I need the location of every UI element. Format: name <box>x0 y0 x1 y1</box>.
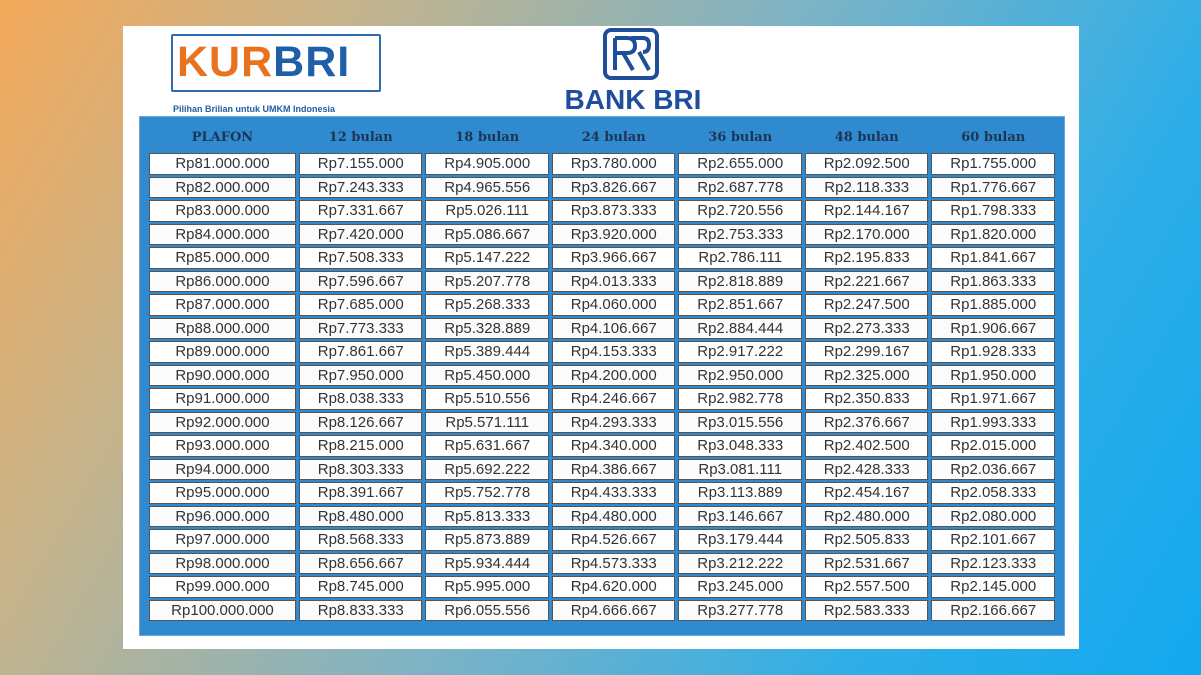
installment-cell: Rp4.060.000 <box>552 294 676 316</box>
column-header-tenor: 60 bulan <box>961 129 1026 145</box>
installment-cell: Rp7.243.333 <box>299 177 423 199</box>
installment-table <box>146 121 1058 623</box>
plafon-cell: Rp100.000.000 <box>149 600 296 622</box>
installment-cell: Rp1.841.667 <box>931 247 1055 269</box>
installment-cell: Rp2.144.167 <box>805 200 929 222</box>
installment-cell: Rp4.013.333 <box>552 271 676 293</box>
installment-cell: Rp4.620.000 <box>552 576 676 598</box>
installment-cell: Rp5.995.000 <box>425 576 549 598</box>
plafon-cell: Rp98.000.000 <box>149 553 296 575</box>
column-header-tenor: 12 bulan <box>328 129 393 145</box>
installment-cell: Rp5.873.889 <box>425 529 549 551</box>
installment-cell: Rp2.428.333 <box>805 459 929 481</box>
table-row <box>149 294 1055 316</box>
table-row <box>149 177 1055 199</box>
table-row <box>149 271 1055 293</box>
table-row <box>149 576 1055 598</box>
installment-cell: Rp3.826.667 <box>552 177 676 199</box>
installment-cell: Rp5.328.889 <box>425 318 549 340</box>
bank-bri-wordmark: BANK BRI <box>564 84 702 115</box>
installment-cell: Rp4.200.000 <box>552 365 676 387</box>
installment-cell: Rp7.773.333 <box>299 318 423 340</box>
installment-cell: Rp3.113.889 <box>678 482 802 504</box>
installment-cell: Rp1.755.000 <box>931 153 1055 175</box>
kur-logo-wordmark <box>177 38 350 86</box>
installment-cell: Rp2.402.500 <box>805 435 929 457</box>
installment-cell: Rp8.215.000 <box>299 435 423 457</box>
installment-cell: Rp2.123.333 <box>931 553 1055 575</box>
column-header-tenor: 18 bulan <box>455 129 520 145</box>
installment-table-container <box>139 116 1065 636</box>
installment-cell: Rp2.101.667 <box>931 529 1055 551</box>
installment-cell: Rp2.195.833 <box>805 247 929 269</box>
installment-cell: Rp4.666.667 <box>552 600 676 622</box>
plafon-cell: Rp83.000.000 <box>149 200 296 222</box>
installment-cell: Rp2.720.556 <box>678 200 802 222</box>
installment-cell: Rp5.086.667 <box>425 224 549 246</box>
installment-cell: Rp3.245.000 <box>678 576 802 598</box>
plafon-cell: Rp94.000.000 <box>149 459 296 481</box>
installment-cell: Rp5.147.222 <box>425 247 549 269</box>
installment-cell: Rp2.325.000 <box>805 365 929 387</box>
table-row <box>149 341 1055 363</box>
plafon-cell: Rp81.000.000 <box>149 153 296 175</box>
column-header-tenor: 48 bulan <box>834 129 899 145</box>
installment-cell: Rp2.687.778 <box>678 177 802 199</box>
table-row <box>149 459 1055 481</box>
installment-cell: Rp2.454.167 <box>805 482 929 504</box>
installment-cell: Rp3.048.333 <box>678 435 802 457</box>
installment-cell: Rp5.389.444 <box>425 341 549 363</box>
installment-cell: Rp2.145.000 <box>931 576 1055 598</box>
installment-cell: Rp8.568.333 <box>299 529 423 551</box>
installment-cell: Rp3.920.000 <box>552 224 676 246</box>
installment-cell: Rp8.038.333 <box>299 388 423 410</box>
kur-logo-part-bri: BRI <box>273 38 351 86</box>
bri-emblem-icon <box>603 28 659 80</box>
installment-cell: Rp2.884.444 <box>678 318 802 340</box>
installment-cell: Rp5.510.556 <box>425 388 549 410</box>
plafon-cell: Rp90.000.000 <box>149 365 296 387</box>
kur-logo-part-kur: KUR <box>177 38 274 86</box>
installment-cell: Rp2.118.333 <box>805 177 929 199</box>
installment-cell: Rp2.655.000 <box>678 153 802 175</box>
installment-cell: Rp7.596.667 <box>299 271 423 293</box>
installment-cell: Rp2.166.667 <box>931 600 1055 622</box>
installment-cell: Rp5.207.778 <box>425 271 549 293</box>
installment-cell: Rp1.776.667 <box>931 177 1055 199</box>
installment-cell: Rp4.106.667 <box>552 318 676 340</box>
table-row <box>149 553 1055 575</box>
installment-cell: Rp8.656.667 <box>299 553 423 575</box>
installment-cell: Rp3.873.333 <box>552 200 676 222</box>
plafon-cell: Rp85.000.000 <box>149 247 296 269</box>
column-header-tenor: 36 bulan <box>708 129 773 145</box>
kur-bri-logo <box>171 34 387 116</box>
table-row <box>149 435 1055 457</box>
installment-cell: Rp2.786.111 <box>678 247 802 269</box>
installment-cell: Rp2.753.333 <box>678 224 802 246</box>
plafon-cell: Rp93.000.000 <box>149 435 296 457</box>
plafon-cell: Rp99.000.000 <box>149 576 296 598</box>
installment-cell: Rp2.557.500 <box>805 576 929 598</box>
installment-cell: Rp2.350.833 <box>805 388 929 410</box>
bank-bri-logo <box>553 26 713 116</box>
installment-cell: Rp2.092.500 <box>805 153 929 175</box>
table-row <box>149 506 1055 528</box>
content-card <box>123 26 1079 649</box>
installment-cell: Rp7.685.000 <box>299 294 423 316</box>
plafon-cell: Rp91.000.000 <box>149 388 296 410</box>
installment-cell: Rp1.993.333 <box>931 412 1055 434</box>
installment-cell: Rp8.480.000 <box>299 506 423 528</box>
plafon-cell: Rp97.000.000 <box>149 529 296 551</box>
installment-cell: Rp4.246.667 <box>552 388 676 410</box>
installment-cell: Rp2.080.000 <box>931 506 1055 528</box>
installment-cell: Rp3.277.778 <box>678 600 802 622</box>
installment-cell: Rp4.340.000 <box>552 435 676 457</box>
column-header-tenor: 24 bulan <box>581 129 646 145</box>
plafon-cell: Rp84.000.000 <box>149 224 296 246</box>
installment-cell: Rp3.146.667 <box>678 506 802 528</box>
column-header-plafon: PLAFON <box>191 129 254 145</box>
installment-cell: Rp2.376.667 <box>805 412 929 434</box>
installment-cell: Rp8.126.667 <box>299 412 423 434</box>
installment-cell: Rp1.928.333 <box>931 341 1055 363</box>
installment-cell: Rp5.692.222 <box>425 459 549 481</box>
installment-cell: Rp7.155.000 <box>299 153 423 175</box>
installment-cell: Rp3.966.667 <box>552 247 676 269</box>
installment-cell: Rp5.026.111 <box>425 200 549 222</box>
installment-cell: Rp4.965.556 <box>425 177 549 199</box>
installment-cell: Rp2.950.000 <box>678 365 802 387</box>
installment-cell: Rp8.833.333 <box>299 600 423 622</box>
installment-cell: Rp5.813.333 <box>425 506 549 528</box>
installment-cell: Rp4.433.333 <box>552 482 676 504</box>
installment-cell: Rp1.885.000 <box>931 294 1055 316</box>
installment-cell: Rp2.036.667 <box>931 459 1055 481</box>
plafon-cell: Rp82.000.000 <box>149 177 296 199</box>
installment-cell: Rp5.571.111 <box>425 412 549 434</box>
installment-cell: Rp4.386.667 <box>552 459 676 481</box>
installment-cell: Rp1.798.333 <box>931 200 1055 222</box>
table-row <box>149 482 1055 504</box>
installment-cell: Rp2.015.000 <box>931 435 1055 457</box>
installment-cell: Rp8.303.333 <box>299 459 423 481</box>
plafon-cell: Rp88.000.000 <box>149 318 296 340</box>
plafon-cell: Rp86.000.000 <box>149 271 296 293</box>
installment-cell: Rp2.851.667 <box>678 294 802 316</box>
table-row <box>149 388 1055 410</box>
plafon-cell: Rp89.000.000 <box>149 341 296 363</box>
installment-cell: Rp4.573.333 <box>552 553 676 575</box>
installment-cell: Rp2.170.000 <box>805 224 929 246</box>
installment-cell: Rp2.299.167 <box>805 341 929 363</box>
installment-cell: Rp2.058.333 <box>931 482 1055 504</box>
installment-cell: Rp2.583.333 <box>805 600 929 622</box>
installment-cell: Rp7.861.667 <box>299 341 423 363</box>
table-header-row <box>149 123 1055 151</box>
installment-cell: Rp5.934.444 <box>425 553 549 575</box>
kur-logo-tagline: Pilihan Brilian untuk UMKM Indonesia <box>173 104 336 114</box>
table-row <box>149 153 1055 175</box>
installment-cell: Rp1.906.667 <box>931 318 1055 340</box>
installment-cell: Rp2.917.222 <box>678 341 802 363</box>
table-row <box>149 224 1055 246</box>
table-body <box>149 153 1055 621</box>
table-row <box>149 412 1055 434</box>
installment-cell: Rp1.971.667 <box>931 388 1055 410</box>
installment-cell: Rp5.450.000 <box>425 365 549 387</box>
installment-cell: Rp4.480.000 <box>552 506 676 528</box>
installment-cell: Rp3.179.444 <box>678 529 802 551</box>
installment-cell: Rp5.268.333 <box>425 294 549 316</box>
installment-cell: Rp4.293.333 <box>552 412 676 434</box>
installment-cell: Rp2.531.667 <box>805 553 929 575</box>
table-row <box>149 318 1055 340</box>
installment-cell: Rp1.863.333 <box>931 271 1055 293</box>
installment-cell: Rp8.391.667 <box>299 482 423 504</box>
installment-cell: Rp7.420.000 <box>299 224 423 246</box>
installment-cell: Rp1.820.000 <box>931 224 1055 246</box>
installment-cell: Rp1.950.000 <box>931 365 1055 387</box>
installment-cell: Rp3.212.222 <box>678 553 802 575</box>
installment-cell: Rp2.818.889 <box>678 271 802 293</box>
installment-cell: Rp2.982.778 <box>678 388 802 410</box>
installment-cell: Rp6.055.556 <box>425 600 549 622</box>
table-row <box>149 200 1055 222</box>
installment-cell: Rp2.480.000 <box>805 506 929 528</box>
installment-cell: Rp4.153.333 <box>552 341 676 363</box>
installment-cell: Rp2.221.667 <box>805 271 929 293</box>
installment-cell: Rp5.752.778 <box>425 482 549 504</box>
plafon-cell: Rp95.000.000 <box>149 482 296 504</box>
table-row <box>149 247 1055 269</box>
installment-cell: Rp4.526.667 <box>552 529 676 551</box>
installment-cell: Rp5.631.667 <box>425 435 549 457</box>
plafon-cell: Rp87.000.000 <box>149 294 296 316</box>
table-row <box>149 365 1055 387</box>
installment-cell: Rp8.745.000 <box>299 576 423 598</box>
plafon-cell: Rp96.000.000 <box>149 506 296 528</box>
table-row <box>149 529 1055 551</box>
installment-cell: Rp2.273.333 <box>805 318 929 340</box>
installment-cell: Rp4.905.000 <box>425 153 549 175</box>
installment-cell: Rp7.331.667 <box>299 200 423 222</box>
installment-cell: Rp3.015.556 <box>678 412 802 434</box>
installment-cell: Rp2.505.833 <box>805 529 929 551</box>
installment-cell: Rp2.247.500 <box>805 294 929 316</box>
installment-cell: Rp3.780.000 <box>552 153 676 175</box>
plafon-cell: Rp92.000.000 <box>149 412 296 434</box>
table-row <box>149 600 1055 622</box>
installment-cell: Rp7.508.333 <box>299 247 423 269</box>
installment-cell: Rp7.950.000 <box>299 365 423 387</box>
installment-cell: Rp3.081.111 <box>678 459 802 481</box>
